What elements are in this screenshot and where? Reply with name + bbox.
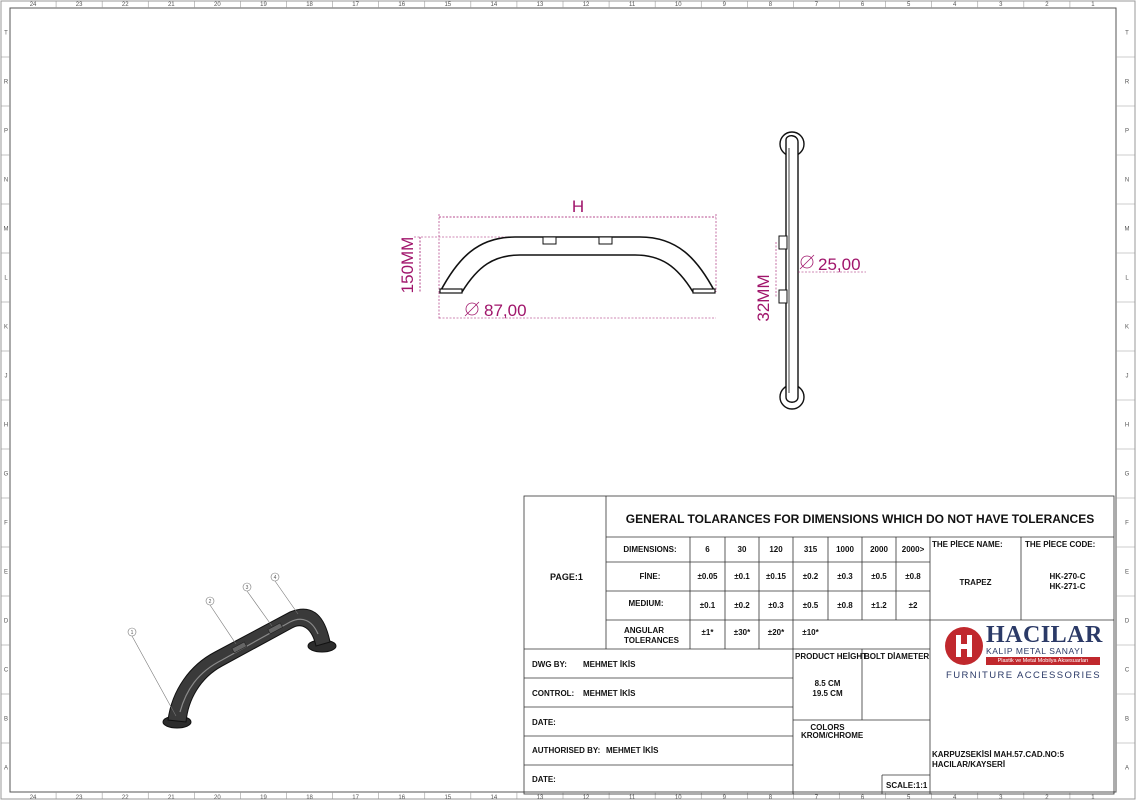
side-view — [754, 132, 866, 409]
tolerance-column-header: 2000> — [901, 545, 925, 554]
border-column-number: 18 — [306, 2, 313, 8]
border-column-number: 23 — [75, 2, 83, 8]
border-column-number: 19 — [260, 795, 267, 800]
border-column-number: 7 — [814, 795, 819, 800]
border-row-letter: B — [1124, 716, 1130, 723]
dim-150-label: 150MM — [398, 236, 417, 294]
brand-tagline: Plastik ve Metal Mobilya Aksesuarları — [986, 657, 1100, 665]
dim-h-label: H — [571, 197, 585, 216]
border-row-letter: E — [3, 569, 9, 576]
border-column-number: 21 — [167, 2, 175, 8]
border-row-letter: C — [3, 667, 9, 674]
dim-87-label: 87,00 — [484, 301, 527, 320]
side-bar — [786, 136, 798, 403]
tolerance-cell: ±0.15 — [766, 572, 786, 581]
callout-number: 3 — [245, 585, 249, 591]
callout-number: 1 — [130, 630, 134, 636]
tolerance-cell: ±0.5 — [802, 601, 819, 610]
border-row-letter: B — [3, 716, 9, 723]
brand-name: HACILAR — [986, 622, 1103, 648]
tolerance-cell: ±0.5 — [871, 572, 887, 581]
border-column-number: 1 — [1091, 795, 1095, 800]
authorised-value: MEHMET İKİS — [606, 746, 659, 755]
border-row-letter: P — [1124, 128, 1130, 135]
side-clip-bottom — [779, 290, 787, 303]
border-column-number: 7 — [814, 2, 819, 8]
border-row-letter: N — [3, 177, 9, 184]
border-row-letter: T — [1125, 30, 1129, 37]
tolerance-cell: ±0.3 — [837, 572, 853, 581]
border-column-number: 6 — [860, 795, 865, 800]
border-column-number: 12 — [582, 795, 590, 800]
tolerance-cell: ±0.2 — [802, 572, 819, 581]
border-column-number: 22 — [121, 795, 129, 800]
border-column-number: 4 — [953, 2, 957, 8]
border-column-number: 2 — [1045, 795, 1049, 800]
border-column-number: 6 — [860, 2, 865, 8]
side-clip-top — [779, 236, 787, 249]
authorised-label: AUTHORISED BY: — [532, 746, 601, 755]
border-column-number: 16 — [398, 2, 406, 8]
tolerance-column-header: 2000 — [870, 545, 888, 554]
tolerance-cell: ±30* — [733, 628, 751, 637]
border-column-number: 8 — [768, 795, 773, 800]
border-column-number: 3 — [999, 2, 1003, 8]
tolerance-cell: ±10* — [802, 628, 819, 637]
brand-logo — [944, 624, 1109, 684]
border-column-number: 24 — [29, 795, 37, 800]
bolt-diameter-label: BOLT DİAMETER — [864, 652, 930, 661]
handle-front-foot-right — [693, 289, 715, 293]
product-height-1: 8.5 CM — [814, 679, 841, 688]
tolerance-dimensions-label: DIMENSIONS: — [623, 545, 677, 554]
date-label: DATE: — [532, 718, 556, 727]
tolerance-cell: ±20* — [767, 628, 785, 637]
front-view — [398, 197, 716, 320]
scale-label: SCALE:1:1 — [886, 781, 928, 790]
callout-leader — [132, 636, 176, 716]
colors-label: COLORS — [810, 723, 845, 732]
piece-code-2: HK-271-C — [1049, 582, 1086, 591]
tolerance-cell: ±0.2 — [734, 601, 750, 610]
callout-leader — [275, 581, 298, 614]
callout-number: 4 — [273, 575, 277, 581]
border-column-number: 14 — [490, 2, 498, 8]
border-column-number: 5 — [906, 795, 911, 800]
callout-leader — [210, 605, 236, 644]
dim-32-label: 32MM — [754, 274, 773, 322]
tolerance-cell: ±0.8 — [837, 601, 853, 610]
border-row-letter: D — [1124, 618, 1130, 625]
border-row-letter: M — [1124, 226, 1130, 233]
piece-code-1: HK-270-C — [1049, 572, 1086, 581]
border-row-letter: L — [4, 275, 8, 282]
tolerance-cell: ±0.05 — [697, 572, 718, 581]
border-column-number: 3 — [999, 795, 1003, 800]
border-row-letter: F — [1125, 520, 1129, 527]
border-column-number: 5 — [906, 2, 911, 8]
border-row-letter: C — [1124, 667, 1130, 674]
border-column-number: 10 — [674, 2, 682, 8]
border-column-number: 15 — [444, 795, 452, 800]
border-column-number: 9 — [722, 795, 726, 800]
address-line-1: KARPUZSEKİSİ MAH.57.CAD.NO:5 — [932, 750, 1065, 759]
date2-label: DATE: — [532, 775, 556, 784]
border-row-letter: T — [4, 30, 8, 37]
border-column-number: 2 — [1045, 2, 1049, 8]
border-column-number: 16 — [398, 795, 406, 800]
border-column-number: 11 — [629, 795, 636, 800]
tolerance-cell: ±0.3 — [768, 601, 784, 610]
border-column-number: 11 — [629, 2, 636, 8]
border-row-letter: P — [3, 128, 9, 135]
colors-value: KROM/CHROME — [801, 731, 864, 740]
iso-callouts — [128, 573, 298, 716]
tolerance-cell: ±0.1 — [699, 601, 716, 610]
border-column-number: 14 — [490, 795, 498, 800]
border-column-number: 20 — [214, 795, 221, 800]
callout-leader — [247, 591, 272, 626]
border-row-letter: R — [1124, 79, 1130, 86]
border-row-letter: K — [1124, 324, 1130, 331]
brand-subname: KALIP METAL SANAYI — [986, 646, 1084, 656]
border-column-number: 20 — [214, 2, 221, 8]
tolerance-column-header: 120 — [769, 545, 783, 554]
tolerance-cell: ±1* — [701, 628, 714, 637]
handle-front-inner — [462, 255, 693, 292]
border-column-number: 9 — [722, 2, 726, 8]
border-column-number: 4 — [953, 795, 957, 800]
diameter-25-slash — [800, 255, 814, 269]
dim-25-label: 25,00 — [818, 255, 861, 274]
border-column-number: 19 — [260, 2, 267, 8]
border-row-letter: D — [3, 618, 9, 625]
tolerance-medium-label: MEDIUM: — [628, 599, 664, 608]
tolerance-column-header: 6 — [705, 545, 710, 554]
border-row-letter: G — [3, 471, 9, 478]
border-row-letter: J — [4, 373, 8, 380]
border-column-number: 10 — [674, 795, 682, 800]
callout-number: 2 — [208, 599, 212, 605]
tolerance-column-header: 1000 — [836, 545, 854, 554]
handle-front-clip-right — [599, 237, 612, 244]
border-column-number: 1 — [1091, 2, 1095, 8]
border-column-number: 13 — [536, 795, 544, 800]
border-row-letter: M — [3, 226, 9, 233]
tolerance-column-header: 315 — [803, 545, 818, 554]
border-column-number: 17 — [352, 2, 359, 8]
tolerance-cell: ±2 — [908, 601, 918, 610]
tolerance-fine-label: FİNE: — [639, 572, 661, 581]
iso-handle-body — [168, 609, 330, 722]
tolerance-column-header: 30 — [737, 545, 747, 554]
product-height-label: PRODUCT HEİGHT — [795, 652, 867, 661]
dwg-by-value: MEHMET İKİS — [583, 660, 636, 669]
handle-front-clip-left — [543, 237, 556, 244]
piece-name-value: TRAPEZ — [959, 578, 992, 587]
border-row-letter: E — [1124, 569, 1130, 576]
page-number: PAGE:1 — [550, 572, 583, 582]
border-row-letter: H — [1124, 422, 1130, 429]
dwg-by-label: DWG BY: — [532, 660, 567, 669]
border-column-number: 24 — [29, 2, 37, 8]
tolerance-cell: ±0.1 — [734, 572, 750, 581]
brand-mark-icon — [944, 626, 984, 666]
handle-front-outer — [440, 237, 715, 292]
border-row-letter: H — [3, 422, 9, 429]
border-column-number: 12 — [582, 2, 590, 8]
control-value: MEHMET İKİS — [583, 689, 636, 698]
tolerance-cell: ±0.8 — [905, 572, 921, 581]
piece-code-label: THE PİECE CODE: — [1025, 540, 1096, 549]
border-column-number: 23 — [75, 795, 83, 800]
brand-slogan: FURNITURE ACCESSORIES — [946, 670, 1102, 681]
tolerance-angular-label-2: TOLERANCES — [624, 636, 679, 645]
border-column-number: 22 — [121, 2, 129, 8]
tolerance-cell: ±1.2 — [871, 601, 887, 610]
tolerance-title: GENERAL TOLARANCES FOR DIMENSIONS WHICH DO NOT HAVE TOLERANCES — [625, 512, 1095, 526]
border-row-letter: K — [3, 324, 9, 331]
tolerance-angular-label-1: ANGULAR — [624, 626, 664, 635]
border-row-letter: F — [4, 520, 8, 527]
border-column-number: 13 — [536, 2, 544, 8]
piece-name-label: THE PİECE NAME: — [932, 540, 1003, 549]
border-column-number: 17 — [352, 795, 359, 800]
border-row-letter: L — [1125, 275, 1129, 282]
border-column-number: 18 — [306, 795, 313, 800]
control-label: CONTROL: — [532, 689, 575, 698]
border-column-number: 8 — [768, 2, 773, 8]
border-row-letter: G — [1124, 471, 1130, 478]
border-row-letter: N — [1124, 177, 1130, 184]
border-column-number: 21 — [167, 795, 175, 800]
border-row-letter: J — [1125, 373, 1129, 380]
address-line-2: HACILAR/KAYSERİ — [932, 760, 1006, 769]
product-height-2: 19.5 CM — [812, 689, 843, 698]
handle-front-foot-left — [440, 289, 462, 293]
border-row-letter: A — [1124, 765, 1130, 772]
border-row-letter: A — [3, 765, 9, 772]
iso-view — [128, 573, 336, 728]
border-row-letter: R — [3, 79, 9, 86]
diameter-87-slash — [465, 302, 479, 316]
border-column-number: 15 — [444, 2, 452, 8]
